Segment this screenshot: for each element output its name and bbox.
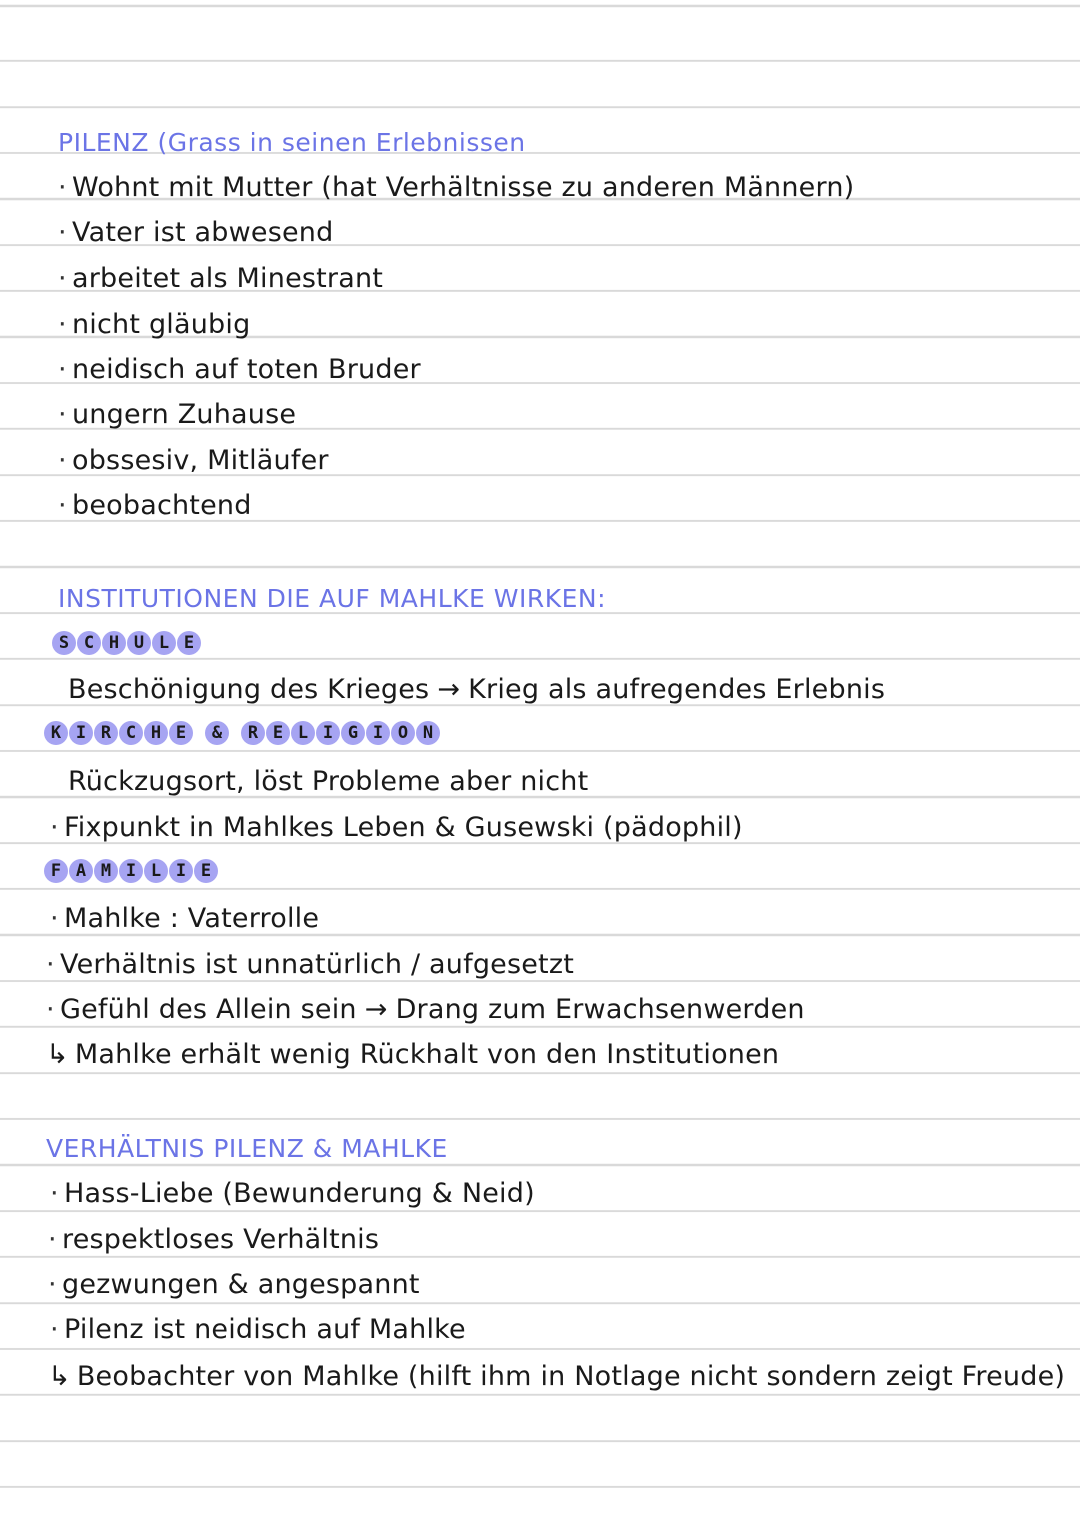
pilenz-heading: PILENZ (Grass in seinen Erlebnissen	[58, 128, 526, 157]
badge-letter: F	[44, 859, 68, 883]
kirche-text: Rückzugsort, löst Probleme aber nicht	[68, 766, 589, 797]
verhaeltnis-item: · Pilenz ist neidisch auf Mahlke	[50, 1314, 466, 1345]
badge-letter: L	[152, 631, 176, 655]
arrow-right-icon: →	[437, 674, 461, 705]
badge-letter: &	[205, 721, 229, 745]
return-arrow-icon: ↳	[46, 1039, 69, 1070]
schule-text: Beschönigung des Krieges → Krieg als aufregendes Erlebnis	[68, 674, 886, 705]
pilenz-item: · beobachtend	[58, 490, 252, 521]
badge-letter: N	[416, 721, 440, 745]
badge-letter: I	[119, 859, 143, 883]
institutionen-heading: INSTITUTIONEN DIE AUF MAHLKE WIRKEN:	[58, 584, 607, 613]
pilenz-item: · Wohnt mit Mutter (hat Verhältnisse zu anderen Männern)	[58, 172, 855, 203]
familie-conclusion: ↳ Mahlke erhält wenig Rückhalt von den Institutionen	[46, 1039, 780, 1070]
badge-letter: S	[52, 631, 76, 655]
badge-letter: I	[316, 721, 340, 745]
schule-label	[52, 631, 202, 655]
badge-letter: E	[266, 721, 290, 745]
badge-letter: H	[144, 721, 168, 745]
verhaeltnis-item: · gezwungen & angespannt	[48, 1269, 420, 1300]
verhaeltnis-conclusion: ↳ Beobachter von Mahlke (hilft ihm in Notlage nicht sondern zeigt Freude)	[48, 1361, 1066, 1392]
return-arrow-icon: ↳	[48, 1361, 71, 1392]
pilenz-item: · obssesiv, Mitläufer	[58, 445, 329, 476]
pilenz-item: · Vater ist abwesend	[58, 217, 334, 248]
badge-letter: I	[169, 859, 193, 883]
badge-letter: A	[69, 859, 93, 883]
familie-label	[44, 859, 219, 883]
verhaeltnis-item: · respektloses Verhältnis	[48, 1224, 380, 1255]
familie-item: · Mahlke : Vaterrolle	[50, 903, 320, 934]
pilenz-item: · ungern Zuhause	[58, 399, 297, 430]
badge-letter: C	[77, 631, 101, 655]
verhaeltnis-heading: VERHÄLTNIS PILENZ & MAHLKE	[46, 1134, 448, 1163]
badge-letter: I	[366, 721, 390, 745]
kirche-religion-label	[44, 721, 441, 745]
familie-item: · Verhältnis ist unnatürlich / aufgesetzt	[46, 949, 574, 980]
badge-gap	[194, 721, 204, 745]
badge-letter: E	[177, 631, 201, 655]
verhaeltnis-item: · Hass-Liebe (Bewunderung & Neid)	[50, 1178, 535, 1209]
pilenz-item: · nicht gläubig	[58, 309, 251, 340]
arrow-right-icon: →	[364, 994, 388, 1025]
kirche-item: · Fixpunkt in Mahlkes Leben & Gusewski (pädophil)	[50, 812, 743, 843]
badge-letter: M	[94, 859, 118, 883]
badge-gap	[230, 721, 240, 745]
badge-letter: R	[241, 721, 265, 745]
badge-letter: L	[144, 859, 168, 883]
badge-letter: E	[169, 721, 193, 745]
badge-letter: R	[94, 721, 118, 745]
badge-letter: O	[391, 721, 415, 745]
badge-letter: G	[341, 721, 365, 745]
badge-letter: L	[291, 721, 315, 745]
badge-letter: H	[102, 631, 126, 655]
familie-item: · Gefühl des Allein sein → Drang zum Erwachsenwerden	[46, 994, 805, 1025]
badge-letter: K	[44, 721, 68, 745]
pilenz-item: · arbeitet als Minestrant	[58, 263, 384, 294]
badge-letter: I	[69, 721, 93, 745]
badge-letter: C	[119, 721, 143, 745]
badge-letter: E	[194, 859, 218, 883]
badge-letter: U	[127, 631, 151, 655]
pilenz-item: · neidisch auf toten Bruder	[58, 354, 421, 385]
